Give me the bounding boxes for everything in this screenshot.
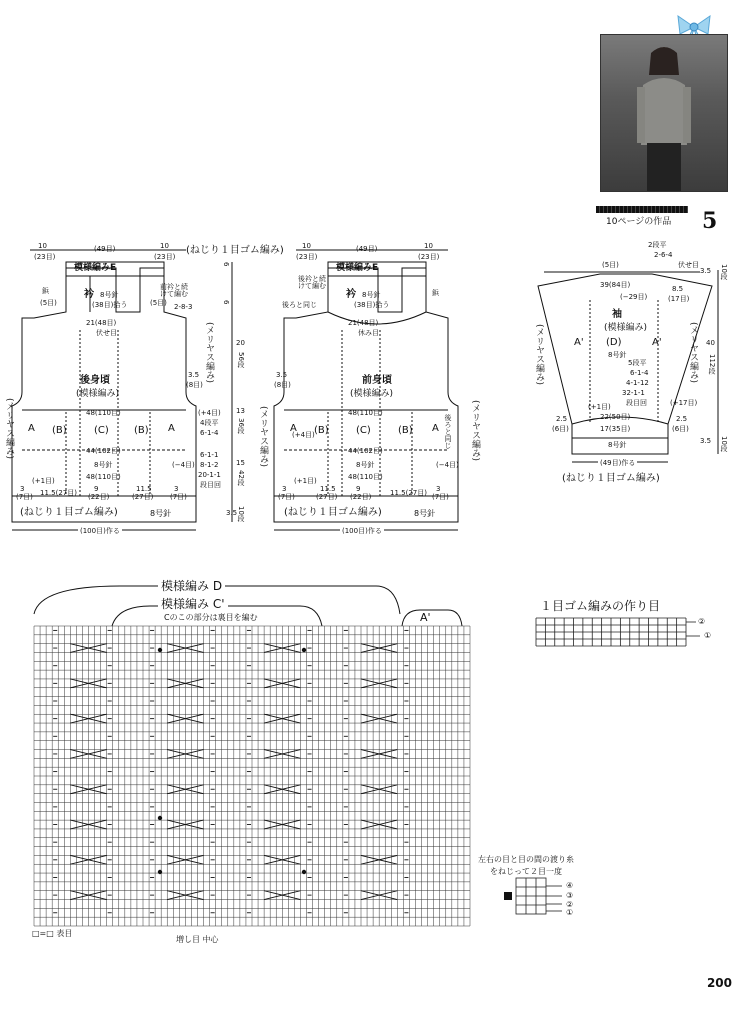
front-title: 前身頃 [362, 375, 392, 386]
back-inc-rule2: 6-1-4 [200, 429, 219, 437]
back-neck-note: 前衿と続けて編む [160, 283, 188, 298]
sleeve-len-cm: 40 [706, 339, 715, 347]
front-needle: 8号針 [356, 461, 375, 469]
back-side-rows-b: 13 [236, 407, 245, 415]
back-collar-rib: (ねじり１目ゴム編み) [186, 245, 284, 256]
sleeve-top-rule: 2-6-4 [654, 251, 673, 259]
back-inc4: (+4目) [198, 409, 221, 417]
sleeve-inc-r4: 段目回 [626, 399, 647, 407]
cross-step4: ④ [566, 881, 574, 890]
sleeve-pattern: (模様編み) [604, 323, 648, 333]
front-arm-st: (8目) [274, 381, 291, 389]
back-sect-a: A [28, 423, 35, 434]
chart-title-c: 模様編み C' [158, 598, 228, 610]
back-rib: (ねじり１目ゴム編み) [20, 507, 118, 518]
sleeve-cuff-st: (6目) [552, 425, 569, 433]
back-side-rows-c2: 42段 [237, 470, 245, 486]
sleeve-cuff-needle: 8号針 [608, 441, 627, 449]
back-dec-rule2: 8-1-2 [200, 461, 219, 469]
back-shoulder-dec: 2-8-3 [174, 303, 193, 311]
back-dec-rule4: 段目回 [200, 481, 221, 489]
sleeve-cuff-rows: 10段 [720, 436, 728, 452]
cross-step2: ② [566, 900, 574, 909]
back-top-right-cm: 10 [160, 242, 169, 250]
back-dec-rule1: 6-1-1 [200, 451, 219, 459]
front-hem-st5: (7目) [432, 493, 449, 501]
sleeve-width3: 17(35目) [600, 425, 631, 433]
back-side-rows-c: 15 [236, 459, 245, 467]
back-dec-rule3: 20-1-1 [198, 471, 221, 479]
back-width-48b: 48(110目) [86, 473, 121, 481]
cross-note-line2: をねじって２目一度 [490, 867, 562, 876]
sleeve-inc-r1: 6-1-4 [630, 369, 649, 377]
chart-label-a: A' [420, 611, 431, 624]
back-shoulder-st2: (5目) [150, 299, 167, 307]
back-hem-cm4: 11.5 [136, 485, 152, 493]
back-hem-st5: (7目) [170, 493, 187, 501]
front-arm-cm: 3.5 [276, 371, 288, 379]
back-needle: 8号針 [94, 461, 113, 469]
front-bottom: (100目)作る [342, 527, 382, 535]
sleeve-width2: 22(50目) [600, 413, 631, 421]
back-side-rows-a2: 56段 [237, 352, 245, 368]
front-hem-cm2: 11.5 [320, 485, 336, 493]
front-neck-width: 21(48目) [348, 319, 379, 327]
back-top-left-cm: 10 [38, 242, 47, 250]
back-collar-needle: 8号針 [100, 291, 119, 299]
sleeve-inc-rows: 5段平 [628, 359, 647, 367]
sleeve-inc-r2: 4-1-12 [626, 379, 649, 387]
chart-legend: □=□ 表目 [32, 929, 73, 938]
front-inc1: (+1目) [294, 477, 317, 485]
back-top-mid-st: (49目) [94, 245, 116, 253]
back-hem-cm2: 11.5(27目) [40, 489, 77, 497]
chart-note-c: Cのこの部分は裏目を編む [164, 613, 258, 622]
back-pattern: (模様編み) [76, 389, 120, 399]
sleeve-cuff-st2: (6目) [672, 425, 689, 433]
sleeve-rib: (ねじり１目ゴム編み) [562, 473, 660, 484]
sleeve-cuff-cm2: 2.5 [676, 415, 688, 423]
work-reference: 10ページの作品 [606, 217, 672, 227]
front-top-left-cm: 10 [302, 242, 311, 250]
sleeve-len-rows: 112段 [708, 354, 716, 375]
front-hem-st2: (27目) [316, 493, 338, 501]
sleeve-bottom: (49目)作る [600, 459, 636, 467]
sleeve-side-cm: 8.5 [672, 285, 684, 293]
front-inc4: (+4目) [292, 431, 315, 439]
sleeve-top-rows: 2段平 [648, 241, 667, 249]
back-inc4-rule: 4段平 [200, 419, 219, 427]
sleeve-right-meriyasu: (メリヤス編み) [688, 322, 698, 384]
back-dec4: (−4目) [172, 461, 195, 469]
chart-title-d: 模様編み D [158, 580, 225, 592]
page-number: 200 [706, 976, 732, 990]
front-same-note2: 後ろと同じ [444, 414, 452, 449]
front-hem-cm3: 9 [356, 485, 361, 493]
front-width-48b: 48(110目) [348, 473, 383, 481]
back-arm-cm: 3.5 [188, 371, 200, 379]
back-neck-fusedome: 伏せ目 [96, 329, 117, 337]
front-collar-pattern: 模様編みE [336, 263, 379, 273]
back-shoulder-st: (5目) [40, 299, 57, 307]
front-sect-a2: A [432, 423, 439, 434]
back-hem-st4: (27目) [132, 493, 154, 501]
back-collar-pattern: 模様編みE [74, 263, 117, 273]
back-side-rows-b2: 36段 [237, 418, 245, 434]
sleeve-inc17: (+17目) [670, 399, 698, 407]
back-sect-a2: A [168, 423, 175, 434]
back-collar-label: 衿 [84, 289, 94, 300]
back-top-right-st: (23目) [154, 253, 176, 261]
sleeve-dec29: (−29目) [620, 293, 648, 301]
back-rows-6b: 6 [222, 300, 230, 305]
front-top-right-st: (23目) [418, 253, 440, 261]
sleeve-side-st: (17目) [668, 295, 690, 303]
sleeve-inc1: (+1目) [588, 403, 611, 411]
front-meriyasu-right: (メリヤス編み) [470, 400, 480, 462]
rib-step1: ① [704, 631, 712, 640]
back-title: 後身頃 [80, 375, 110, 386]
front-neck-rest: 休み目 [358, 329, 379, 337]
back-arm-st: (8目) [186, 381, 203, 389]
front-collar-stitches: (38目)拾う [354, 301, 390, 309]
sleeve-top-fuse: 伏せ目 [678, 261, 699, 269]
back-rib-needle: 8号針 [150, 509, 172, 518]
cross-note-line1: 左右の目と目の間の渡り糸 [478, 855, 574, 864]
front-sect-a: A [290, 423, 297, 434]
back-meriyasu: (メリヤス編み) [204, 322, 214, 384]
front-sect-b2: (B) [398, 425, 413, 436]
front-collar-label: 衿 [346, 289, 356, 300]
front-hem-cm4: 11.5(27目) [390, 489, 427, 497]
sleeve-sect-a2: A' [652, 337, 662, 348]
back-hem-st3: (22目) [88, 493, 110, 501]
sleeve-needle: 8号針 [608, 351, 627, 359]
chart-center-note: 増し目 中心 [176, 935, 219, 944]
back-sect-b2: (B) [134, 425, 149, 436]
front-top-left-st: (23目) [296, 253, 318, 261]
back-hem-cm3: 9 [94, 485, 99, 493]
back-neck-width: 21(48目) [86, 319, 117, 327]
sleeve-top-rows2: 10段 [720, 264, 728, 280]
rib-step2: ② [698, 617, 706, 626]
sleeve-inc-r3: 32-1-1 [622, 389, 645, 397]
front-hem-cm5: 3 [436, 485, 441, 493]
sleeve-cuff-rows-cm: 3.5 [700, 437, 712, 445]
front-sect-b: (B) [314, 425, 329, 436]
sleeve-top-cm: 3.5 [700, 267, 712, 275]
sleeve-title: 袖 [612, 309, 622, 320]
front-meriyasu-left: (メリヤス編み) [258, 406, 268, 468]
front-top-right-cm: 10 [424, 242, 433, 250]
front-sect-c: (C) [356, 425, 371, 436]
back-sect-b: (B) [52, 425, 67, 436]
back-hem-cm5: 3 [174, 485, 179, 493]
back-width-48: 48(110目) [86, 409, 121, 417]
front-hem-st3: (22目) [350, 493, 372, 501]
sleeve-sect-d: (D) [606, 337, 622, 348]
front-collar-needle: 8号針 [362, 291, 381, 299]
back-sect-c: (C) [94, 425, 109, 436]
sleeve-sect-a: A' [574, 337, 584, 348]
front-width-44: 44(102目) [348, 447, 383, 455]
work-number: 5 [702, 208, 718, 234]
front-dec4: (−4目) [436, 461, 459, 469]
sleeve-cuff-cm: 2.5 [556, 415, 568, 423]
cross-step1: ① [566, 908, 574, 917]
back-kata: 鋲 [42, 287, 49, 295]
cross-step3: ③ [566, 891, 574, 900]
rib-cast-title: １目ゴム編みの作り目 [540, 599, 661, 613]
front-rib-needle: 8号針 [414, 509, 436, 518]
back-left-meriyasu: (メリヤス編み) [4, 398, 14, 460]
back-side-rows-d: 3.5 [226, 509, 238, 517]
back-side-rows-d2: 10段 [237, 506, 245, 522]
front-neck-note: 後衿と続けて編む [298, 275, 326, 290]
sleeve-width1: 39(84目) [600, 281, 631, 289]
back-width-44: 44(102目) [86, 447, 121, 455]
front-top-mid-st: (49目) [356, 245, 378, 253]
front-hem-cm1: 3 [282, 485, 287, 493]
back-bottom: (100目)作る [80, 527, 120, 535]
front-rib: (ねじり１目ゴム編み) [284, 507, 382, 518]
back-top-left-st: (23目) [34, 253, 56, 261]
back-inc1: (+1目) [32, 477, 55, 485]
back-collar-stitches: (38目)拾う [92, 301, 128, 309]
back-side-rows-a: 20 [236, 339, 245, 347]
front-hem-st1: (7目) [278, 493, 295, 501]
front-width-48: 48(110目) [348, 409, 383, 417]
sleeve-top-st: (5目) [602, 261, 619, 269]
back-hem-cm1: 3 [20, 485, 25, 493]
front-pattern: (模様編み) [350, 389, 394, 399]
back-hem-st1: (7目) [16, 493, 33, 501]
back-rows-6: 6 [222, 262, 230, 267]
sleeve-left-meriyasu: (メリヤス編み) [534, 324, 544, 386]
front-same-note: 後ろと同じ [282, 301, 317, 309]
front-kata: 鋲 [432, 289, 439, 297]
